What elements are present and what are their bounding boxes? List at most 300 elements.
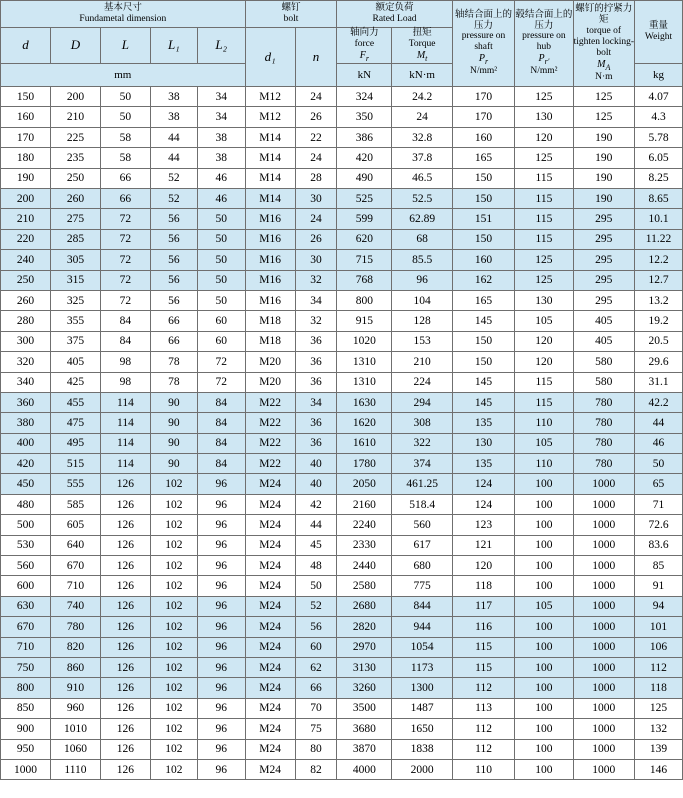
cell-Fr: 324 (337, 87, 392, 107)
cell-Pr2: 120 (515, 331, 573, 351)
cell-d: 850 (1, 698, 51, 718)
cell-L1: 52 (150, 168, 197, 188)
cell-Pr: 165 (452, 290, 514, 310)
cell-Fr: 800 (337, 290, 392, 310)
unit-kn: kN (337, 64, 392, 87)
cell-L1: 102 (150, 637, 197, 657)
cell-Pr: 124 (452, 474, 514, 494)
cell-L2: 96 (197, 556, 245, 576)
cell-Fr: 420 (337, 148, 392, 168)
cell-n: 40 (295, 474, 337, 494)
cell-L2: 38 (197, 148, 245, 168)
cell-MA: 190 (573, 188, 634, 208)
cell-L2: 96 (197, 535, 245, 555)
table-row (1, 209, 683, 229)
cell-n: 32 (295, 270, 337, 290)
cell-Fr: 350 (337, 107, 392, 127)
cell-d: 1000 (1, 759, 51, 779)
cell-n: 30 (295, 188, 337, 208)
cell-L2: 50 (197, 270, 245, 290)
cell-Weight: 72.6 (635, 515, 683, 535)
cell-L: 50 (100, 87, 150, 107)
cell-Fr: 4000 (337, 759, 392, 779)
cell-Weight: 106 (635, 637, 683, 657)
table-row (1, 270, 683, 290)
cell-L1: 56 (150, 209, 197, 229)
cell-Pr: 115 (452, 637, 514, 657)
cell-Fr: 386 (337, 127, 392, 147)
cell-d1: M24 (245, 637, 295, 657)
cell-MA: 780 (573, 433, 634, 453)
cell-d: 600 (1, 576, 51, 596)
cell-L2: 72 (197, 372, 245, 392)
cell-n: 32 (295, 311, 337, 331)
cell-d1: M12 (245, 107, 295, 127)
cell-d: 210 (1, 209, 51, 229)
table-row (1, 515, 683, 535)
unit-kg: kg (635, 64, 683, 87)
cell-L1: 90 (150, 413, 197, 433)
table-row (1, 678, 683, 698)
cell-D: 275 (50, 209, 100, 229)
cell-L1: 56 (150, 229, 197, 249)
table-row (1, 352, 683, 372)
cell-L: 84 (100, 311, 150, 331)
cell-d: 530 (1, 535, 51, 555)
cell-L1: 90 (150, 454, 197, 474)
cell-L1: 102 (150, 474, 197, 494)
cell-Pr: 170 (452, 107, 514, 127)
col-symbol-L: L (100, 28, 150, 64)
cell-n: 42 (295, 494, 337, 514)
cell-d1: M20 (245, 352, 295, 372)
cell-MA: 295 (573, 229, 634, 249)
cell-L2: 50 (197, 229, 245, 249)
cell-D: 325 (50, 290, 100, 310)
col-symbol-L1: L₁ (150, 28, 197, 64)
col-axial-force: 轴向力 force $F_r$ (337, 28, 392, 64)
cell-Fr: 3870 (337, 739, 392, 759)
cell-n: 50 (295, 576, 337, 596)
cell-Mt: 104 (392, 290, 452, 310)
cell-d1: M24 (245, 739, 295, 759)
cell-n: 62 (295, 657, 337, 677)
cell-MA: 580 (573, 352, 634, 372)
cell-Fr: 2160 (337, 494, 392, 514)
cell-d: 170 (1, 127, 51, 147)
cell-Pr2: 110 (515, 413, 573, 433)
cell-MA: 1000 (573, 576, 634, 596)
cell-d1: M16 (245, 270, 295, 290)
cell-L: 126 (100, 474, 150, 494)
cell-Pr2: 105 (515, 596, 573, 616)
cell-L: 126 (100, 596, 150, 616)
cell-Weight: 118 (635, 678, 683, 698)
cell-d: 800 (1, 678, 51, 698)
cell-L: 50 (100, 107, 150, 127)
cell-L: 72 (100, 270, 150, 290)
cell-L: 126 (100, 719, 150, 739)
cell-n: 75 (295, 719, 337, 739)
cell-Weight: 8.65 (635, 188, 683, 208)
cell-Pr2: 125 (515, 250, 573, 270)
cell-L2: 72 (197, 352, 245, 372)
group-rated-load: 额定负荷 Rated Load (337, 1, 453, 28)
table-row (1, 719, 683, 739)
cell-D: 710 (50, 576, 100, 596)
cell-L: 126 (100, 759, 150, 779)
cell-Pr2: 130 (515, 290, 573, 310)
cell-d1: M16 (245, 250, 295, 270)
cell-Pr2: 100 (515, 576, 573, 596)
cell-Pr2: 125 (515, 270, 573, 290)
cell-d: 560 (1, 556, 51, 576)
cell-d1: M12 (245, 87, 295, 107)
cell-Pr: 135 (452, 454, 514, 474)
table-row (1, 372, 683, 392)
cell-Weight: 10.1 (635, 209, 683, 229)
cell-Pr: 123 (452, 515, 514, 535)
cell-n: 36 (295, 352, 337, 372)
cell-d1: M24 (245, 657, 295, 677)
cell-Weight: 132 (635, 719, 683, 739)
shaft-pressure-symbol: $P_r$ (478, 53, 489, 67)
cell-Mt: 294 (392, 392, 452, 412)
cell-Fr: 490 (337, 168, 392, 188)
cell-d: 280 (1, 311, 51, 331)
cell-d1: M18 (245, 331, 295, 351)
table-row (1, 229, 683, 249)
cell-Fr: 2240 (337, 515, 392, 535)
cell-MA: 780 (573, 392, 634, 412)
cell-Pr: 118 (452, 576, 514, 596)
cell-Weight: 85 (635, 556, 683, 576)
hub-pressure-symbol: $P_{r'}$ (538, 53, 550, 67)
cell-L1: 90 (150, 392, 197, 412)
table-row (1, 494, 683, 514)
cell-Mt: 844 (392, 596, 452, 616)
cell-d1: M22 (245, 454, 295, 474)
cell-Weight: 46 (635, 433, 683, 453)
cell-Pr2: 100 (515, 657, 573, 677)
cell-d1: M14 (245, 188, 295, 208)
cell-Pr2: 100 (515, 474, 573, 494)
cell-D: 405 (50, 352, 100, 372)
cell-L1: 56 (150, 250, 197, 270)
cell-d1: M16 (245, 229, 295, 249)
cell-n: 34 (295, 290, 337, 310)
cell-Fr: 1310 (337, 372, 392, 392)
table-row (1, 576, 683, 596)
cell-Pr: 150 (452, 188, 514, 208)
cell-d1: M24 (245, 494, 295, 514)
table-row (1, 311, 683, 331)
cell-Weight: 139 (635, 739, 683, 759)
cell-Pr2: 115 (515, 188, 573, 208)
cell-L1: 52 (150, 188, 197, 208)
cell-L: 58 (100, 127, 150, 147)
cell-L2: 50 (197, 290, 245, 310)
cell-MA: 295 (573, 209, 634, 229)
cell-D: 780 (50, 617, 100, 637)
cell-Mt: 128 (392, 311, 452, 331)
col-symbol-L2: L₂ (197, 28, 245, 64)
cell-Pr2: 105 (515, 311, 573, 331)
cell-MA: 1000 (573, 698, 634, 718)
cell-d: 180 (1, 148, 51, 168)
table-row (1, 454, 683, 474)
table-row (1, 250, 683, 270)
cell-MA: 1000 (573, 739, 634, 759)
cell-L2: 96 (197, 474, 245, 494)
cell-MA: 1000 (573, 657, 634, 677)
cell-n: 24 (295, 87, 337, 107)
cell-n: 30 (295, 250, 337, 270)
cell-Pr: 117 (452, 596, 514, 616)
cell-Weight: 8.25 (635, 168, 683, 188)
cell-D: 860 (50, 657, 100, 677)
cell-L: 84 (100, 331, 150, 351)
cell-Pr2: 115 (515, 229, 573, 249)
cell-Mt: 153 (392, 331, 452, 351)
cell-L2: 46 (197, 188, 245, 208)
cell-Fr: 768 (337, 270, 392, 290)
cell-L: 72 (100, 250, 150, 270)
cell-L: 72 (100, 290, 150, 310)
cell-Pr2: 100 (515, 617, 573, 637)
cell-Weight: 12.2 (635, 250, 683, 270)
table-row (1, 168, 683, 188)
col-torque: 扭矩 Torque $M_t$ (392, 28, 452, 64)
cell-Mt: 62.89 (392, 209, 452, 229)
col-symbol-d: d (1, 28, 51, 64)
cell-MA: 405 (573, 331, 634, 351)
cell-MA: 1000 (573, 535, 634, 555)
cell-d: 220 (1, 229, 51, 249)
cell-L2: 84 (197, 433, 245, 453)
cell-D: 585 (50, 494, 100, 514)
cell-Pr: 135 (452, 413, 514, 433)
cell-L2: 84 (197, 413, 245, 433)
cell-L2: 50 (197, 209, 245, 229)
cell-Weight: 29.6 (635, 352, 683, 372)
cell-L: 72 (100, 209, 150, 229)
cell-L1: 102 (150, 678, 197, 698)
cell-L1: 102 (150, 657, 197, 677)
cell-L: 66 (100, 168, 150, 188)
cell-L1: 56 (150, 290, 197, 310)
cell-Pr: 120 (452, 556, 514, 576)
cell-n: 80 (295, 739, 337, 759)
cell-d1: M22 (245, 392, 295, 412)
col-symbol-d1: d₁ (245, 28, 295, 87)
cell-d: 750 (1, 657, 51, 677)
cell-D: 305 (50, 250, 100, 270)
cell-Mt: 374 (392, 454, 452, 474)
cell-Mt: 224 (392, 372, 452, 392)
cell-Mt: 461.25 (392, 474, 452, 494)
cell-Mt: 68 (392, 229, 452, 249)
cell-d: 320 (1, 352, 51, 372)
cell-d1: M24 (245, 617, 295, 637)
cell-d1: M24 (245, 576, 295, 596)
cell-Pr2: 100 (515, 698, 573, 718)
cell-n: 24 (295, 209, 337, 229)
cell-Pr2: 130 (515, 107, 573, 127)
cell-Pr2: 115 (515, 168, 573, 188)
cell-Pr2: 100 (515, 759, 573, 779)
axial-force-symbol: $F_r$ (359, 49, 369, 63)
cell-Fr: 1620 (337, 413, 392, 433)
cell-Fr: 3130 (337, 657, 392, 677)
cell-d: 240 (1, 250, 51, 270)
cell-D: 260 (50, 188, 100, 208)
cell-L1: 102 (150, 698, 197, 718)
cell-MA: 1000 (573, 494, 634, 514)
cell-Mt: 775 (392, 576, 452, 596)
cell-Mt: 1300 (392, 678, 452, 698)
cell-MA: 1000 (573, 759, 634, 779)
cell-Weight: 5.78 (635, 127, 683, 147)
cell-d: 190 (1, 168, 51, 188)
cell-Fr: 525 (337, 188, 392, 208)
cell-Weight: 20.5 (635, 331, 683, 351)
cell-Pr: 115 (452, 657, 514, 677)
cell-Pr: 150 (452, 352, 514, 372)
cell-L2: 46 (197, 168, 245, 188)
cell-Pr: 162 (452, 270, 514, 290)
cell-L2: 50 (197, 250, 245, 270)
cell-d1: M14 (245, 168, 295, 188)
cell-d: 500 (1, 515, 51, 535)
table-row (1, 413, 683, 433)
cell-L1: 44 (150, 127, 197, 147)
cell-L: 126 (100, 698, 150, 718)
table-row (1, 87, 683, 107)
cell-Weight: 125 (635, 698, 683, 718)
cell-L2: 96 (197, 515, 245, 535)
cell-L1: 90 (150, 433, 197, 453)
cell-Weight: 6.05 (635, 148, 683, 168)
cell-d: 260 (1, 290, 51, 310)
cell-Fr: 2440 (337, 556, 392, 576)
cell-Pr2: 100 (515, 556, 573, 576)
cell-L: 126 (100, 637, 150, 657)
cell-Pr: 151 (452, 209, 514, 229)
cell-Weight: 83.6 (635, 535, 683, 555)
cell-Pr2: 120 (515, 127, 573, 147)
cell-L2: 34 (197, 87, 245, 107)
cell-Mt: 52.5 (392, 188, 452, 208)
cell-Pr: 121 (452, 535, 514, 555)
cell-Pr2: 100 (515, 535, 573, 555)
cell-Fr: 2050 (337, 474, 392, 494)
cell-Pr: 160 (452, 127, 514, 147)
cell-Pr: 124 (452, 494, 514, 514)
cell-L2: 96 (197, 596, 245, 616)
cell-L: 126 (100, 556, 150, 576)
cell-Weight: 112 (635, 657, 683, 677)
cell-n: 48 (295, 556, 337, 576)
cell-Mt: 46.5 (392, 168, 452, 188)
table-row (1, 290, 683, 310)
cell-MA: 405 (573, 311, 634, 331)
cell-D: 910 (50, 678, 100, 698)
cell-MA: 1000 (573, 515, 634, 535)
cell-L1: 102 (150, 596, 197, 616)
cell-n: 34 (295, 392, 337, 412)
cell-d: 420 (1, 454, 51, 474)
cell-L1: 102 (150, 617, 197, 637)
cell-n: 82 (295, 759, 337, 779)
cell-d1: M24 (245, 535, 295, 555)
cell-Mt: 1650 (392, 719, 452, 739)
cell-D: 455 (50, 392, 100, 412)
cell-d1: M16 (245, 290, 295, 310)
cell-Weight: 42.2 (635, 392, 683, 412)
cell-Mt: 680 (392, 556, 452, 576)
cell-Pr2: 100 (515, 494, 573, 514)
cell-L1: 102 (150, 535, 197, 555)
cell-n: 40 (295, 454, 337, 474)
cell-d1: M18 (245, 311, 295, 331)
cell-Mt: 518.4 (392, 494, 452, 514)
cell-Weight: 101 (635, 617, 683, 637)
cell-d: 160 (1, 107, 51, 127)
cell-Pr: 130 (452, 433, 514, 453)
cell-d1: M24 (245, 678, 295, 698)
table-row (1, 657, 683, 677)
cell-L2: 96 (197, 617, 245, 637)
cell-Mt: 37.8 (392, 148, 452, 168)
cell-d: 400 (1, 433, 51, 453)
cell-n: 44 (295, 515, 337, 535)
cell-Weight: 13.2 (635, 290, 683, 310)
cell-d1: M24 (245, 515, 295, 535)
cell-Weight: 146 (635, 759, 683, 779)
cell-d: 630 (1, 596, 51, 616)
cell-L: 126 (100, 657, 150, 677)
cell-MA: 580 (573, 372, 634, 392)
cell-L1: 102 (150, 759, 197, 779)
cell-Mt: 85.5 (392, 250, 452, 270)
header-group-row (1, 1, 683, 28)
group-pressure-on-shaft: 轴结合面上的压力 pressure on shaft $P_r$ N/mm² (452, 1, 514, 87)
cell-L1: 102 (150, 494, 197, 514)
cell-Mt: 24 (392, 107, 452, 127)
cell-Pr2: 115 (515, 209, 573, 229)
cell-Fr: 1780 (337, 454, 392, 474)
cell-Fr: 1610 (337, 433, 392, 453)
cell-Fr: 915 (337, 311, 392, 331)
cell-D: 515 (50, 454, 100, 474)
cell-MA: 1000 (573, 719, 634, 739)
cell-d1: M20 (245, 372, 295, 392)
cell-Pr: 145 (452, 311, 514, 331)
cell-D: 670 (50, 556, 100, 576)
cell-MA: 295 (573, 250, 634, 270)
cell-L: 58 (100, 148, 150, 168)
cell-D: 250 (50, 168, 100, 188)
cell-Pr2: 100 (515, 637, 573, 657)
cell-d1: M22 (245, 433, 295, 453)
cell-Fr: 2970 (337, 637, 392, 657)
cell-D: 605 (50, 515, 100, 535)
cell-Pr: 150 (452, 168, 514, 188)
group-pressure-on-hub: 毂结合面上的压力 pressure on hub $P_{r'}$ N/mm² (515, 1, 573, 87)
group-bolt-tightening-torque: 螺钉的拧紧力矩 torque of tighten locking-bolt $M_A$ N·m (573, 1, 634, 87)
cell-D: 425 (50, 372, 100, 392)
